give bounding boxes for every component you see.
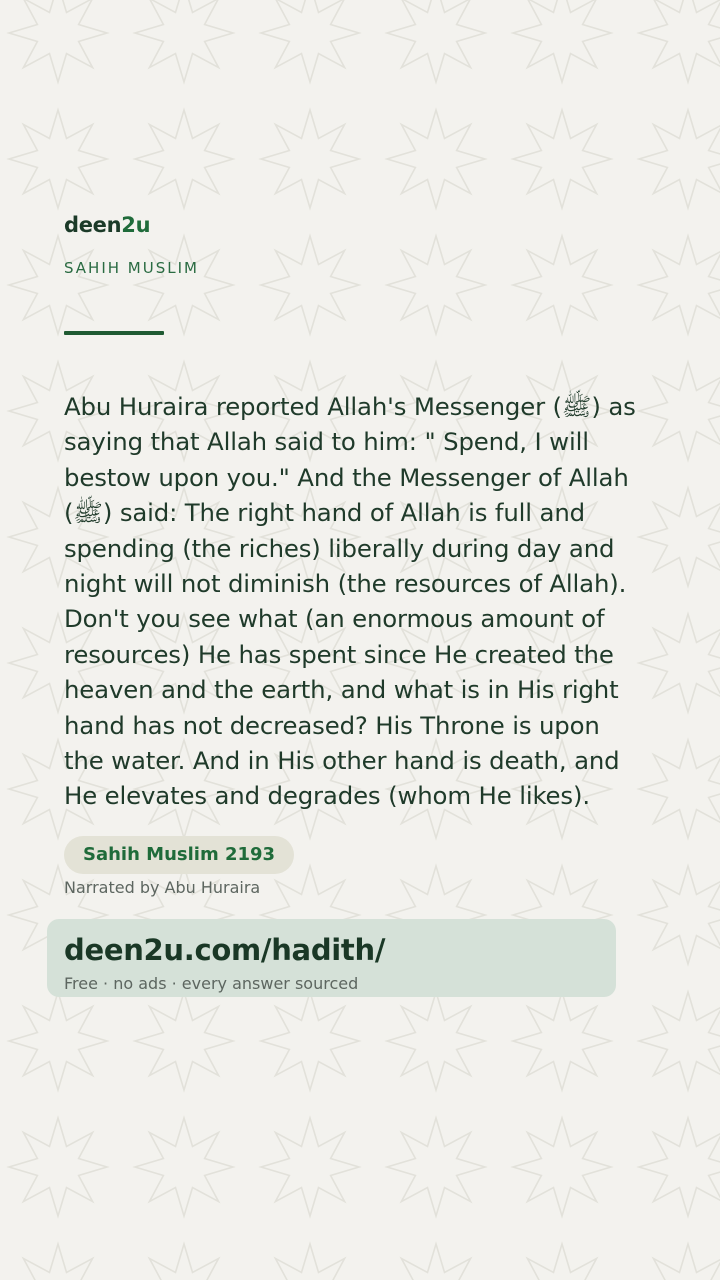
narrator-text: Narrated by Abu Huraira	[64, 878, 261, 897]
website-card[interactable]	[47, 919, 616, 997]
website-tagline: Free · no ads · every answer sourced	[64, 974, 359, 993]
brand-name-part1: deen	[64, 213, 122, 237]
brand-name-part2: 2u	[121, 213, 151, 237]
collection-label: SAHIH MUSLIM	[64, 259, 199, 277]
brand-logo	[64, 211, 150, 239]
hadith-text: Abu Huraira reported Allah's Messenger (ﷺ) as saying that Allah said to him: " Spend, I will bestow upon you." And the Messenger of Allah (ﷺ) said: The right hand of Allah is full and spending (the riches) liberally during day and night will not diminish (the resources of Allah). Don't you see what (an enormous amount of resources) He has spent since He created the heaven and the earth, and what is in His right hand has not decreased? His Throne is upon the water. And in His other hand is death, and He elevates and degrades (whom He likes).	[64, 392, 636, 811]
website-url[interactable]: deen2u.com/hadith/	[64, 933, 386, 967]
hadith-reference-badge: Sahih Muslim 2193	[64, 836, 294, 874]
title-divider	[64, 331, 164, 335]
